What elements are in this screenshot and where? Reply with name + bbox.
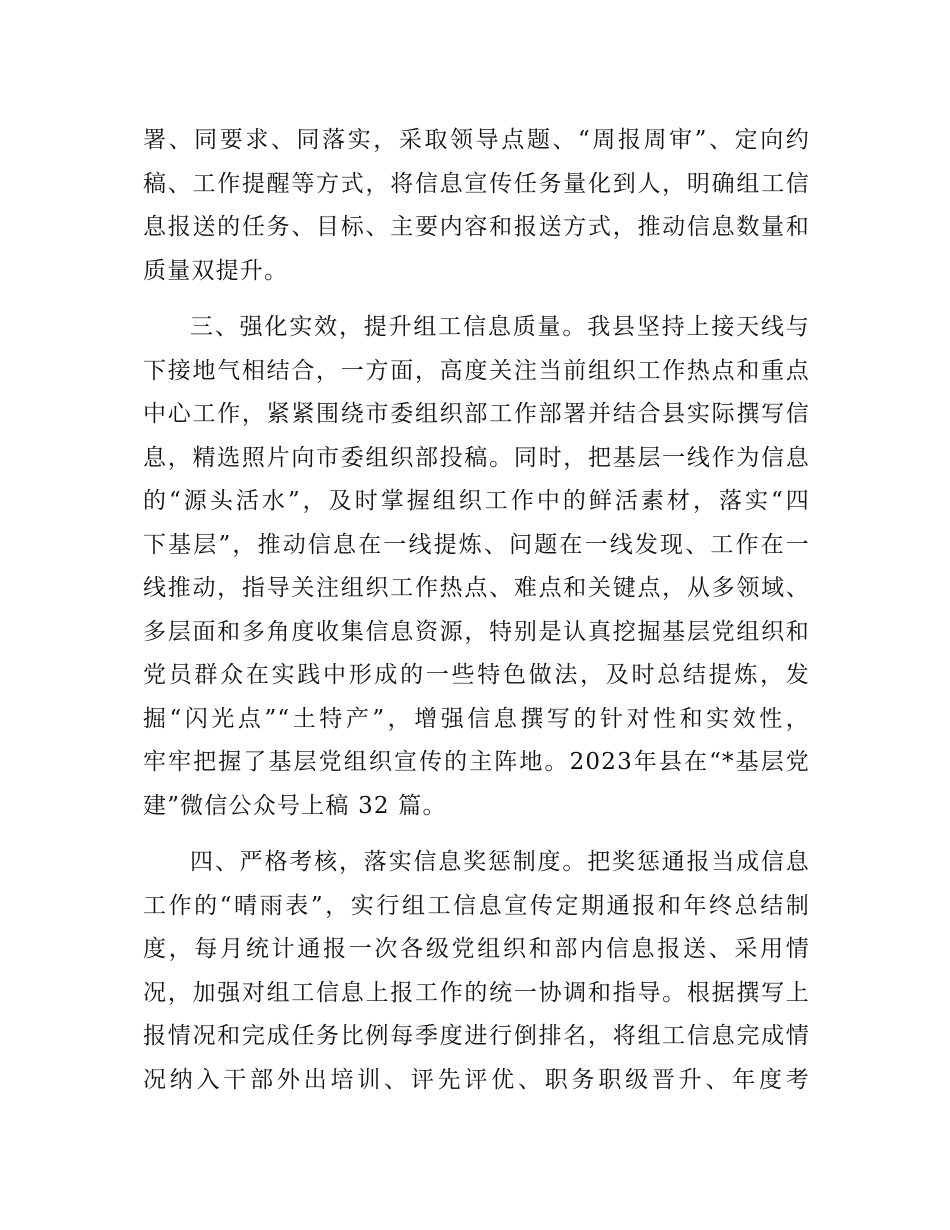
text-line: 线推动，指导关注组织工作热点、难点和关键点，从多领域、 <box>143 575 810 601</box>
text-line: 度，每月统计通报一次各级党组织和部内信息报送、采用情 <box>143 936 810 962</box>
text-line: 的“源头活水”，及时掌握组织工作中的鲜活素材，落实“四 <box>143 488 810 514</box>
text-line: 下接地气相结合，一方面，高度关注当前组织工作热点和重点 <box>143 357 810 384</box>
paragraph-2 <box>143 306 810 828</box>
text-line: 报情况和完成任务比例每季度进行倒排名，将组工信息完成情 <box>143 1023 810 1049</box>
text-line: 建”微信公众号上稿 32 篇。 <box>143 792 447 819</box>
paragraph-1 <box>143 119 810 293</box>
text-line: 稿、工作提醒等方式，将信息宣传任务量化到人，明确组工信 <box>143 170 810 197</box>
text-line: 四、严格考核，落实信息奖惩制度。把奖惩通报当成信息 <box>190 849 810 875</box>
text-line: 三、强化实效，提升组工信息质量。我县坚持上接天线与 <box>190 314 810 340</box>
text-line: 署、同要求、同落实，采取领导点题、“周报周审”、定向约 <box>143 127 810 153</box>
text-line: 质量双提升。 <box>143 257 289 284</box>
text-line: 党员群众在实践中形成的一些特色做法，及时总结提炼，发 <box>143 662 810 688</box>
paragraph-3 <box>143 841 810 1102</box>
paragraph-gap <box>143 293 810 306</box>
text-line: 掘“闪光点”“土特产”，增强信息撰写的针对性和实效性， <box>143 705 810 732</box>
text-line: 下基层”，推动信息在一线提炼、问题在一线发现、工作在一 <box>143 531 810 558</box>
text-line: 工作的“晴雨表”，实行组工信息宣传定期通报和年终总结制 <box>143 892 810 919</box>
document-body <box>143 119 810 1102</box>
text-line: 牢牢把握了基层党组织宣传的主阵地。2023年县在“*基层党 <box>143 749 810 775</box>
text-line: 息报送的任务、目标、主要内容和报送方式，推动信息数量和 <box>143 214 810 240</box>
text-line: 多层面和多角度收集信息资源，特别是认真挖掘基层党组织和 <box>143 618 810 645</box>
text-line: 况纳入干部外出培训、评先评优、职务职级晋升、年度考 <box>143 1066 810 1093</box>
paragraph-gap <box>143 828 810 841</box>
text-line: 息，精选照片向市委组织部投稿。同时，把基层一线作为信息 <box>143 444 810 471</box>
text-line: 中心工作，紧紧围绕市委组织部工作部署并结合县实际撰写信 <box>143 401 810 427</box>
text-line: 况，加强对组工信息上报工作的统一协调和指导。根据撰写上 <box>143 979 810 1006</box>
